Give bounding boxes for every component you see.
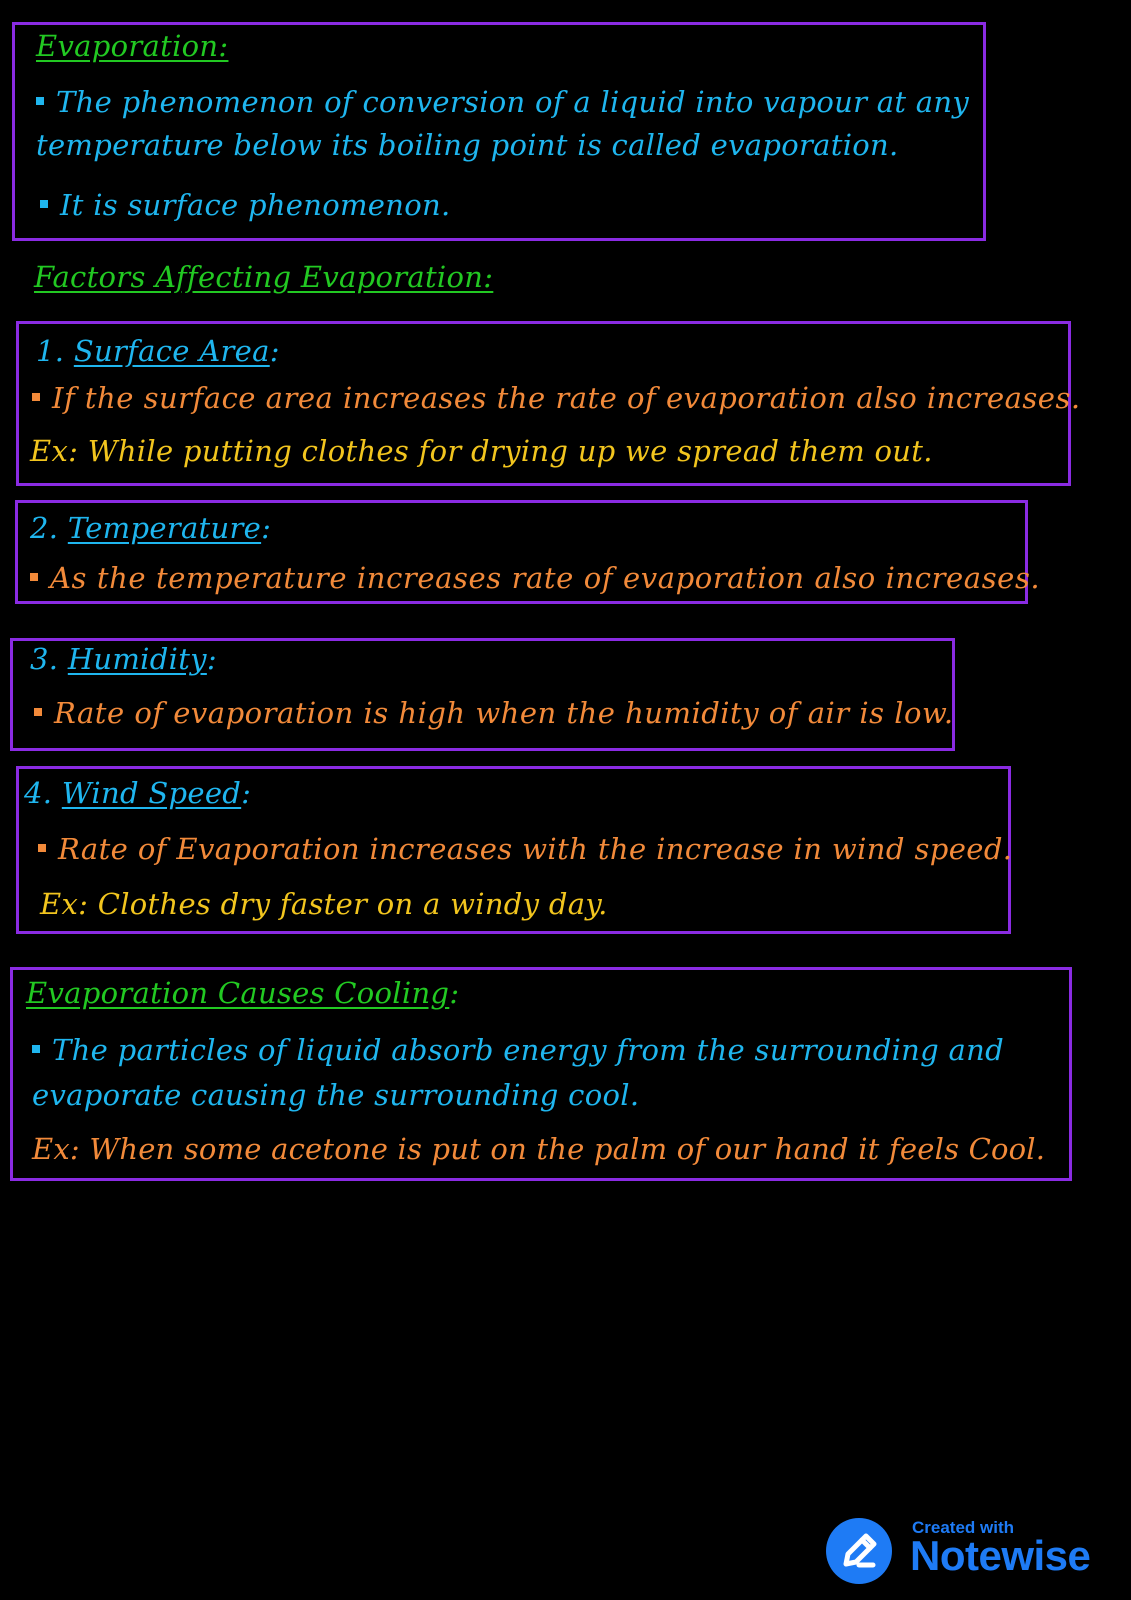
temperature-point-text: As the temperature increases rate of evaporation also increases. xyxy=(50,561,1041,595)
bullet-icon xyxy=(36,97,44,105)
surface-area-example: Ex: While putting clothes for drying up we spread them out. xyxy=(30,434,933,468)
bullet-icon xyxy=(32,1045,40,1053)
notewise-logo xyxy=(826,1518,1116,1588)
cooling-heading-text: Evaporation Causes Cooling xyxy=(26,976,450,1010)
created-with-label: Created with xyxy=(912,1518,1015,1537)
humidity-title: 3. Humidity: xyxy=(30,642,217,676)
bullet-icon xyxy=(30,573,38,581)
humidity-point xyxy=(34,695,954,731)
surface-area-point-text: If the surface area increases the rate of evaporation also increases. xyxy=(52,381,1081,415)
cooling-point-text: The particles of liquid absorb energy from the surrounding and xyxy=(52,1033,1004,1067)
wind-speed-title-text: Wind Speed xyxy=(61,776,242,810)
wind-speed-point xyxy=(38,831,1012,867)
temperature-number: 2. xyxy=(30,511,59,545)
wind-speed-title: 4. Wind Speed: xyxy=(24,776,252,810)
wind-speed-number: 4. xyxy=(24,776,53,810)
notewise-brand: Notewise xyxy=(910,1532,1091,1579)
humidity-number: 3. xyxy=(30,642,59,676)
wind-speed-point-text: Rate of Evaporation increases with the increase in wind speed. xyxy=(58,832,1013,866)
humidity-point-text: Rate of evaporation is high when the humidity of air is low. xyxy=(54,696,954,730)
bullet-icon xyxy=(38,844,46,852)
pencil-icon xyxy=(826,1518,892,1584)
cooling-example: Ex: When some acetone is put on the palm of our hand it feels Cool. xyxy=(32,1132,1046,1166)
surface-area-title-text: Surface Area xyxy=(73,334,270,368)
wind-speed-example: Ex: Clothes dry faster on a windy day. xyxy=(40,887,608,921)
surface-area-number: 1. xyxy=(36,334,65,368)
evaporation-point-1-line-2: temperature below its boiling point is called evaporation. xyxy=(36,128,899,162)
surface-area-title: 1. Surface Area: xyxy=(36,334,280,368)
bullet-icon xyxy=(34,708,42,716)
evaporation-heading: Evaporation: xyxy=(36,29,229,63)
factors-heading: Factors Affecting Evaporation: xyxy=(34,260,494,294)
temperature-title: 2. Temperature: xyxy=(30,511,272,545)
evaporation-point-1-line-1 xyxy=(36,84,969,120)
cooling-heading: Evaporation Causes Cooling: xyxy=(26,976,460,1010)
cooling-point-line-2: evaporate causing the surrounding cool. xyxy=(32,1078,640,1112)
cooling-point-line-1 xyxy=(32,1032,1004,1068)
humidity-title-text: Humidity xyxy=(67,642,207,676)
temperature-point xyxy=(30,560,1040,596)
surface-area-point xyxy=(32,380,1081,416)
evaporation-point-2-text: It is surface phenomenon. xyxy=(60,188,451,222)
evaporation-point-1-text: The phenomenon of conversion of a liquid into vapour at any xyxy=(56,85,970,119)
bullet-icon xyxy=(40,200,48,208)
temperature-title-text: Temperature xyxy=(67,511,262,545)
bullet-icon xyxy=(32,393,40,401)
evaporation-point-2 xyxy=(40,187,451,223)
